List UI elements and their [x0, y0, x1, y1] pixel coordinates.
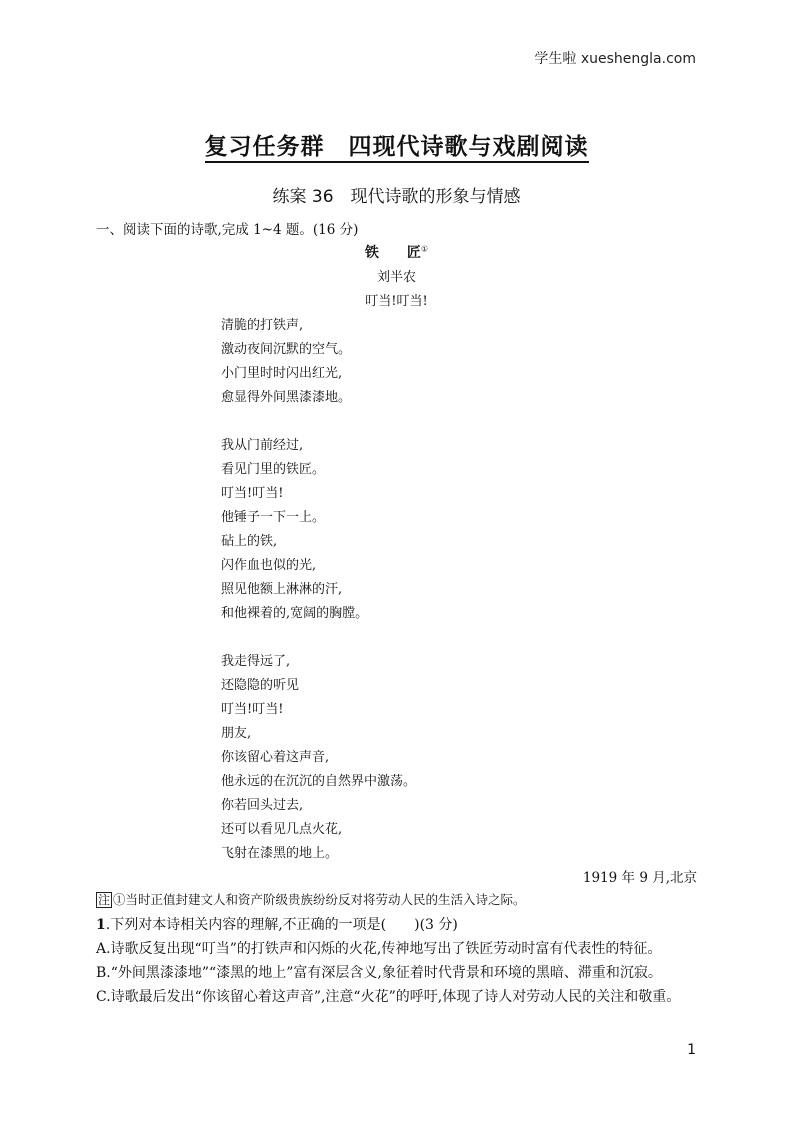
section-heading: 一、阅读下面的诗歌,完成 1~4 题。(16 分) [96, 222, 359, 238]
poem-line: 他锤子一下一上。 [221, 510, 326, 525]
question-number: 1 [96, 917, 106, 933]
poem-line: 我走得远了, [221, 654, 291, 669]
poem-line: 清脆的打铁声, [221, 318, 304, 333]
poem-line: 我从门前经过, [221, 438, 304, 453]
poem-line: 叮当!叮当! [221, 702, 284, 717]
page-number: 1 [687, 1042, 696, 1058]
poem-body [221, 314, 416, 866]
page-title [0, 128, 793, 161]
footnote-text: ①当时正值封建文人和资产阶级贵族纷纷反对将劳动人民的生活入诗之际。 [113, 892, 526, 907]
poem-line: 他永远的在沉沉的自然界中激荡。 [221, 774, 417, 789]
poem-line: 还可以看见几点火花, [221, 822, 343, 837]
poem-line: 闪作血也似的光, [221, 558, 317, 573]
stanza-gap [221, 410, 416, 434]
poem-line: 激动夜间沉默的空气。 [221, 342, 352, 357]
poem-line: 照见他额上淋淋的汗, [221, 582, 343, 597]
stanza-gap [221, 626, 416, 650]
page-title-text: 复习任务群 四现代诗歌与戏剧阅读 [205, 134, 589, 163]
poem-line: 叮当!叮当! [221, 486, 284, 501]
footnote [96, 890, 526, 908]
poem-line: 和他裸着的,宽阔的胸膛。 [221, 606, 369, 621]
poem-line: 飞射在漆黑的地上。 [221, 846, 339, 861]
option-b: B.“外间黑漆漆地”“漆黑的地上”富有深层含义,象征着时代背景和环境的黑暗、滞重和沉寂。 [96, 965, 662, 981]
question-stem-text: .下列对本诗相关内容的理解,不正确的一项是( )(3 分) [105, 917, 458, 933]
exercise-subtitle: 练案 36 现代诗歌的形象与情感 [272, 187, 521, 207]
poem-line: 还隐隐的听见 [221, 678, 300, 693]
poem-line: 小门里时时闪出红光, [221, 366, 343, 381]
poem-line: 朋友, [221, 726, 252, 741]
poem-line: 你该留心着这声音, [221, 750, 330, 765]
site-watermark: 学生啦 xueshengla.com [534, 51, 696, 67]
question-1-stem [96, 914, 458, 934]
poem-author: 刘半农 [376, 270, 416, 285]
poem-date: 1919 年 9 月,北京 [582, 870, 697, 886]
option-a: A.诗歌反复出现“叮当”的打铁声和闪烁的火花,传神地写出了铁匠劳动时富有代表性的特征。 [96, 941, 662, 957]
poem-line: 砧上的铁, [221, 534, 278, 549]
option-c: C.诗歌最后发出“你该留心着这声音”,注意“火花”的呼吁,体现了诗人对劳动人民的关注和敬重。 [96, 989, 681, 1005]
poem-line: 看见门里的铁匠。 [221, 462, 326, 477]
poem-epigraph: 叮当!叮当! [365, 294, 428, 309]
poem-line: 你若回头过去, [221, 798, 304, 813]
poem-title [0, 242, 793, 262]
note-mark: 注 [98, 893, 111, 907]
poem-title-text: 铁 匠 [364, 245, 421, 261]
footnote-ref: ① [420, 244, 429, 254]
poem-line: 愈显得外间黑漆漆地。 [221, 390, 352, 405]
